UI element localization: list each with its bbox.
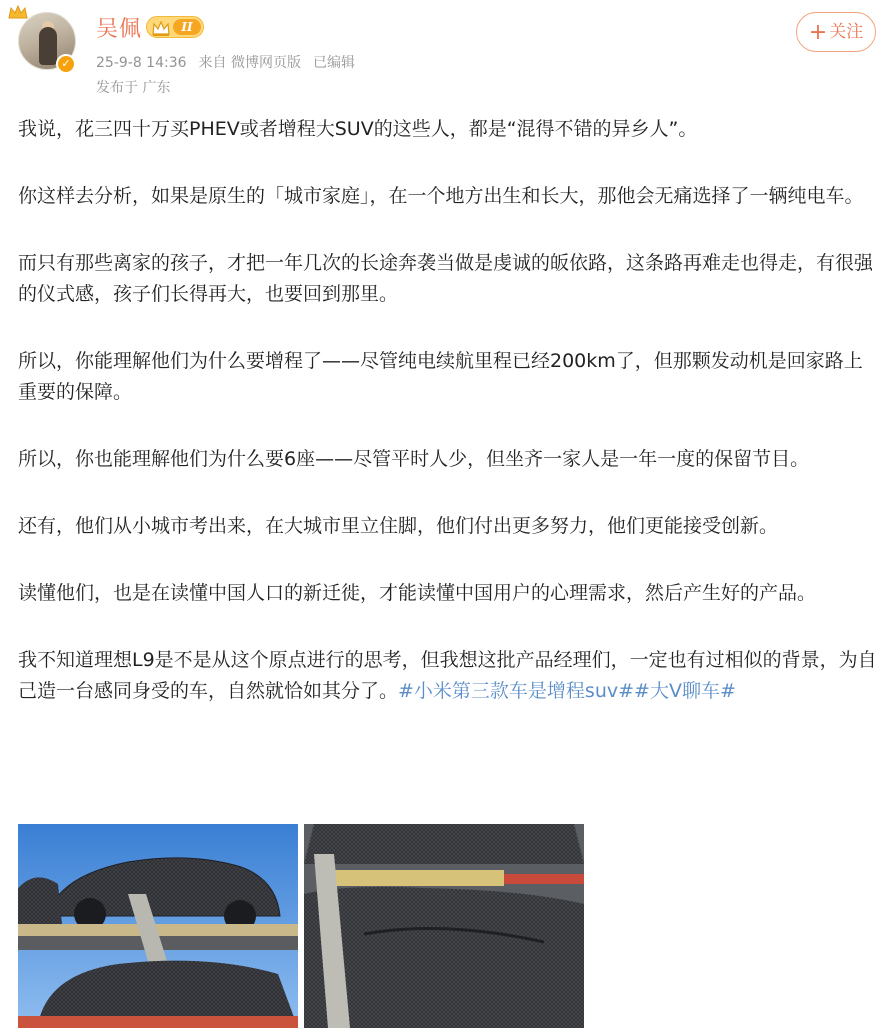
post-paragraph-last [18, 645, 878, 707]
user-level-badge[interactable] [146, 16, 204, 38]
follow-button[interactable] [796, 12, 876, 52]
hashtag-link[interactable]: #小米第三款车是增程suv# [398, 680, 635, 702]
post-paragraph: 所以，你能理解他们为什么要增程了——尽管纯电续航里程已经200km了，但那颗发动机是回家路上重要的保障。 [18, 350, 863, 403]
user-name[interactable]: 吴佩 [96, 17, 143, 42]
post-time[interactable]: 25-9-8 14:36 [96, 55, 187, 71]
plus-icon: + [808, 20, 828, 45]
post-paragraph: 还有，他们从小城市考出来，在大城市里立住脚，他们付出更多努力，他们更能接受创新。 [18, 515, 779, 537]
post-source: 来自 微博网页版 [198, 55, 301, 71]
post-edited-label[interactable]: 已编辑 [312, 55, 355, 71]
post-paragraph-text: 我不知道理想L9是不是从这个原点进行的思考，但我想这批产品经理们，一定也有过相似的背景，为自己造一台感同身受的车，自然就恰如其分了。 [18, 649, 877, 702]
verified-icon: ✓ [56, 54, 76, 74]
post-paragraph: 读懂他们，也是在读懂中国人口的新迁徙，才能读懂中国用户的心理需求，然后产生好的产品。 [18, 582, 817, 604]
post-paragraph: 所以，你也能理解他们为什么要6座——尽管平时人少，但坐齐一家人是一年一度的保留节目。 [18, 448, 810, 470]
badge-crown-icon [151, 19, 171, 37]
post-paragraph: 你这样去分析，如果是原生的「城市家庭」，在一个地方出生和长大，那他会无痛选择了一辆纯电车。 [18, 185, 864, 207]
post-paragraph: 我说，花三四十万买PHEV或者增程大SUV的这些人，都是“混得不错的异乡人”。 [18, 118, 698, 140]
post-location: 发布于 广东 [96, 80, 171, 96]
car-carrier-photo [304, 824, 584, 1028]
post-image[interactable] [18, 824, 298, 1028]
crown-icon [8, 4, 28, 20]
badge-level-text: II [173, 19, 201, 35]
post-paragraph: 而只有那些离家的孩子，才把一年几次的长途奔袭当做是虔诚的皈依路，这条路再难走也得走，有很强的仪式感，孩子们长得再大，也要回到那里。 [18, 252, 874, 305]
follow-button-label: 关注 [829, 22, 864, 42]
post-content [18, 114, 878, 743]
hashtag-link[interactable]: #大V聊车# [634, 680, 736, 702]
avatar-figure [39, 27, 57, 65]
car-carrier-photo [18, 824, 298, 1028]
post-image[interactable] [304, 824, 584, 1028]
post-meta [96, 52, 367, 72]
